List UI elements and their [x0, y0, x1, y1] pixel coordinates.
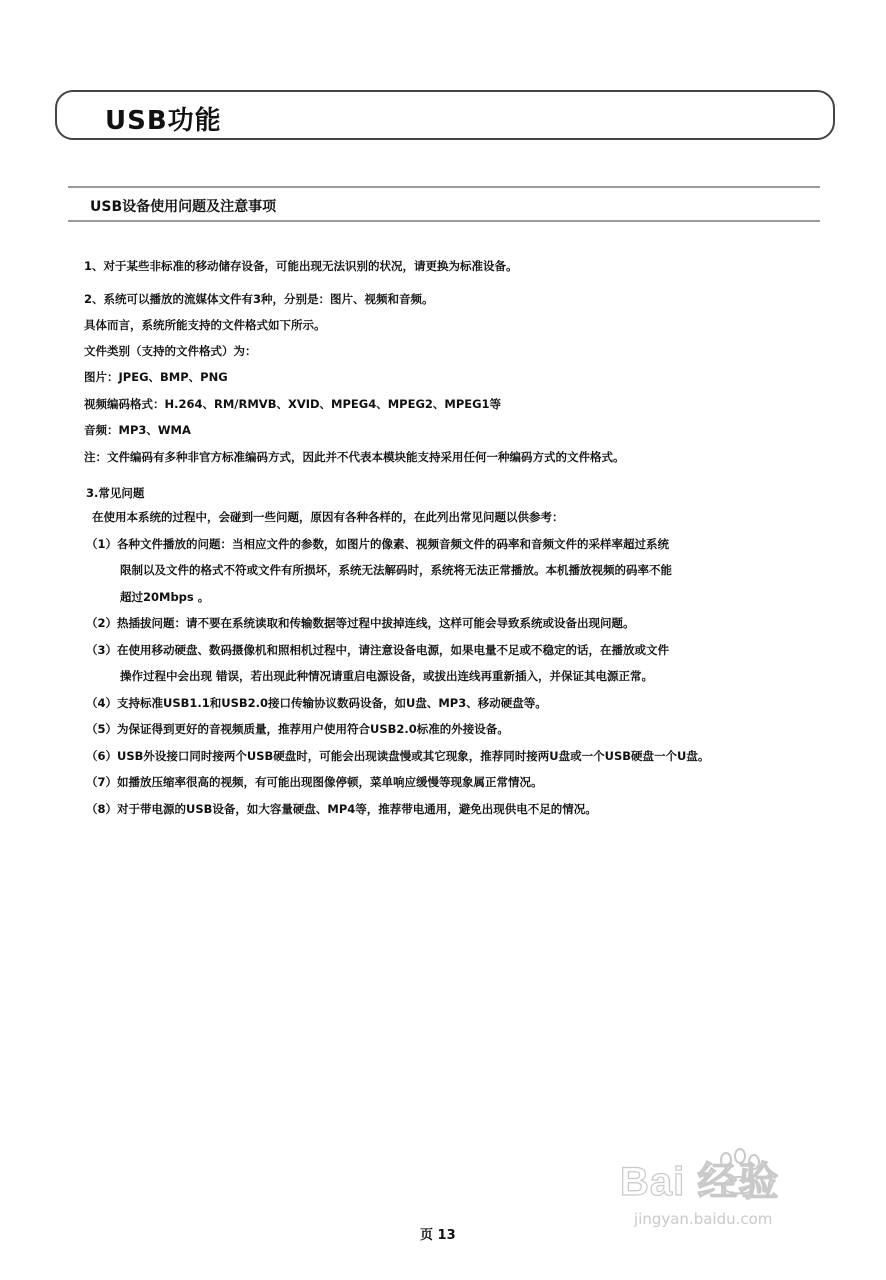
faq-item-4: （4）支持标准USB1.1和USB2.0接口传输协议数码设备，如U盘、MP3、移动硬盘等。 — [86, 696, 547, 710]
paragraph-4: 文件类别（支持的文件格式）为： — [84, 344, 257, 358]
paragraph-5: 图片：JPEG、BMP、PNG — [84, 370, 228, 384]
paragraph-9: 3.常见问题 — [86, 486, 145, 500]
section-heading: USB设备使用问题及注意事项 — [90, 199, 277, 215]
baidu-jingyan-watermark — [620, 1150, 850, 1250]
faq-item-3: （3）在使用移动硬盘、数码摄像机和照相机过程中，请注意设备电源，如果电量不足或不稳定的话，在播放或文件 — [86, 643, 669, 657]
watermark-logo: Bai 经验 — [620, 1160, 780, 1204]
paragraph-8: 注：文件编码有多种非官方标准编码方式，因此并不代表本模块能支持采用任何一种编码方式的文件格式。 — [84, 450, 625, 464]
faq-item-5: （5）为保证得到更好的音视频质量，推荐用户使用符合USB2.0标准的外接设备。 — [86, 722, 509, 736]
paw-icon — [712, 1148, 766, 1202]
paragraph-3: 具体而言，系统所能支持的文件格式如下所示。 — [84, 318, 326, 332]
paragraph-1: 1、对于某些非标准的移动储存设备，可能出现无法识别的状况，请更换为标准设备。 — [84, 259, 518, 273]
faq-item-6: （6）USB外设接口同时接两个USB硬盘时，可能会出现读盘慢或其它现象，推荐同时接两U盘或一个USB硬盘一个U盘。 — [86, 749, 710, 763]
page-title: USB功能 — [105, 106, 222, 136]
paragraph-10: 在使用本系统的过程中，会碰到一些问题，原因有各种各样的，在此列出常见问题以供参考： — [92, 510, 564, 524]
faq-item-1-cont: 限制以及文件的格式不符或文件有所损坏，系统无法解码时，系统将无法正常播放。本机播放视频的码率不能 — [120, 563, 672, 577]
faq-item-2: （2）热插拔问题：请不要在系统读取和传输数据等过程中拔掉连线，这样可能会导致系统或设备出现问题。 — [86, 616, 635, 630]
paragraph-7: 音频：MP3、WMA — [84, 423, 191, 437]
faq-item-1: （1）各种文件播放的问题：当相应文件的参数，如图片的像素、视频音频文件的码率和音频文件的采样率超过系统 — [86, 537, 669, 551]
paragraph-6: 视频编码格式：H.264、RM/RMVB、XVID、MPEG4、MPEG2、MPEG1等 — [84, 397, 502, 411]
paragraph-2: 2、系统可以播放的流媒体文件有3种，分别是：图片、视频和音频。 — [84, 292, 434, 306]
title-box — [55, 90, 835, 140]
page-number: 页 13 — [420, 1228, 456, 1243]
faq-item-3-cont: 操作过程中会出现 错误，若出现此种情况请重启电源设备，或拔出连线再重新插入，并保证其电源正常。 — [120, 669, 653, 683]
watermark-url: jingyan.baidu.com — [634, 1210, 773, 1228]
section-bar — [68, 186, 820, 222]
faq-item-8: （8）对于带电源的USB设备，如大容量硬盘、MP4等，推荐带电通用，避免出现供电不足的情况。 — [86, 802, 597, 816]
faq-item-7: （7）如播放压缩率很高的视频，有可能出现图像停顿，菜单响应缓慢等现象属正常情况。 — [86, 775, 543, 789]
faq-item-1-cont2: 超过20Mbps 。 — [120, 590, 210, 604]
